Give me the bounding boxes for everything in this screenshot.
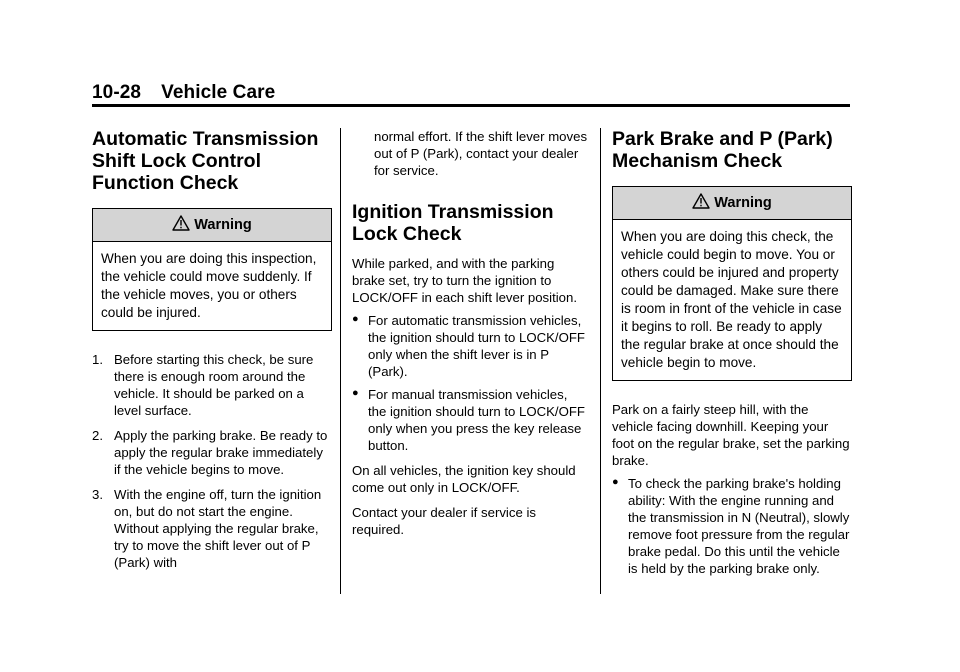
page-number: 10-28 xyxy=(92,82,142,103)
section-heading: Ignition Transmission Lock Check xyxy=(352,201,554,245)
warning-box xyxy=(612,186,852,381)
step-list xyxy=(92,351,332,571)
section-title: Vehicle Care xyxy=(161,82,276,103)
warning-text: When you are doing this check, the vehicle could begin to move. You or others could be injured and property could be damaged. Make sure there is room in front of the vehicle in case it begins to roll. Be ready to apply the regular brake at once should the vehicle begin to move. xyxy=(621,229,842,370)
bullet-list xyxy=(352,312,588,454)
left-column xyxy=(92,128,332,579)
warning-triangle-icon xyxy=(692,193,710,213)
body-paragraph: On all vehicles, the ignition key should come out only in LOCK/OFF. xyxy=(352,463,576,495)
section-heading: Automatic Transmission Shift Lock Control Function Check xyxy=(92,128,319,194)
warning-header xyxy=(613,187,851,220)
list-item: ● For manual transmission vehicles, the ignition should turn to LOCK/OFF only when you press the key release button. xyxy=(352,387,585,453)
bullet-icon: ● xyxy=(612,476,619,488)
warning-label: Warning xyxy=(714,195,772,211)
list-item: ● To check the parking brake's holding ability: With the engine running and the transmission in N (Neutral), slowly remove foot pressure from the regular brake pedal. Do this until the vehicle is held by the parking brake only. xyxy=(612,476,850,576)
warning-header xyxy=(93,209,331,242)
list-item: 3. With the engine off, turn the ignition on, but do not start the engine. Without applying the regular brake, try to move the shift lever out of P (Park) with xyxy=(92,487,322,570)
section-heading: Park Brake and P (Park) Mechanism Check xyxy=(612,128,833,172)
warning-label: Warning xyxy=(194,217,252,233)
list-item: 1. Before starting this check, be sure there is enough room around the vehicle. It should be parked on a level surface. xyxy=(92,352,314,418)
bullet-list xyxy=(612,475,852,577)
column-divider xyxy=(600,128,601,594)
continuation-text: normal effort. If the shift lever moves out of P (Park), contact your dealer for service. xyxy=(374,129,588,178)
warning-text: When you are doing this inspection, the vehicle could move suddenly. If the vehicle moves, you or others could be injured. xyxy=(101,251,317,320)
list-item: ● For automatic transmission vehicles, the ignition should turn to LOCK/OFF only when the shift lever is in P (Park). xyxy=(352,313,585,379)
bullet-icon: ● xyxy=(352,313,359,325)
right-column xyxy=(612,128,852,583)
warning-triangle-icon xyxy=(172,215,190,235)
body-paragraph: Contact your dealer if service is required. xyxy=(352,505,536,537)
page-header xyxy=(92,82,275,104)
warning-box xyxy=(92,208,332,331)
body-paragraph: While parked, and with the parking brake set, try to turn the ignition to LOCK/OFF in each shift lever position. xyxy=(352,256,578,305)
bullet-icon: ● xyxy=(352,387,359,399)
middle-column xyxy=(352,128,588,538)
body-paragraph: Park on a fairly steep hill, with the vehicle facing downhill. Keeping your foot on the regular brake, set the parking brake. xyxy=(612,402,850,468)
header-rule xyxy=(92,104,850,107)
column-divider xyxy=(340,128,341,594)
list-item: 2. Apply the parking brake. Be ready to apply the regular brake immediately if the vehicle begins to move. xyxy=(92,428,328,477)
